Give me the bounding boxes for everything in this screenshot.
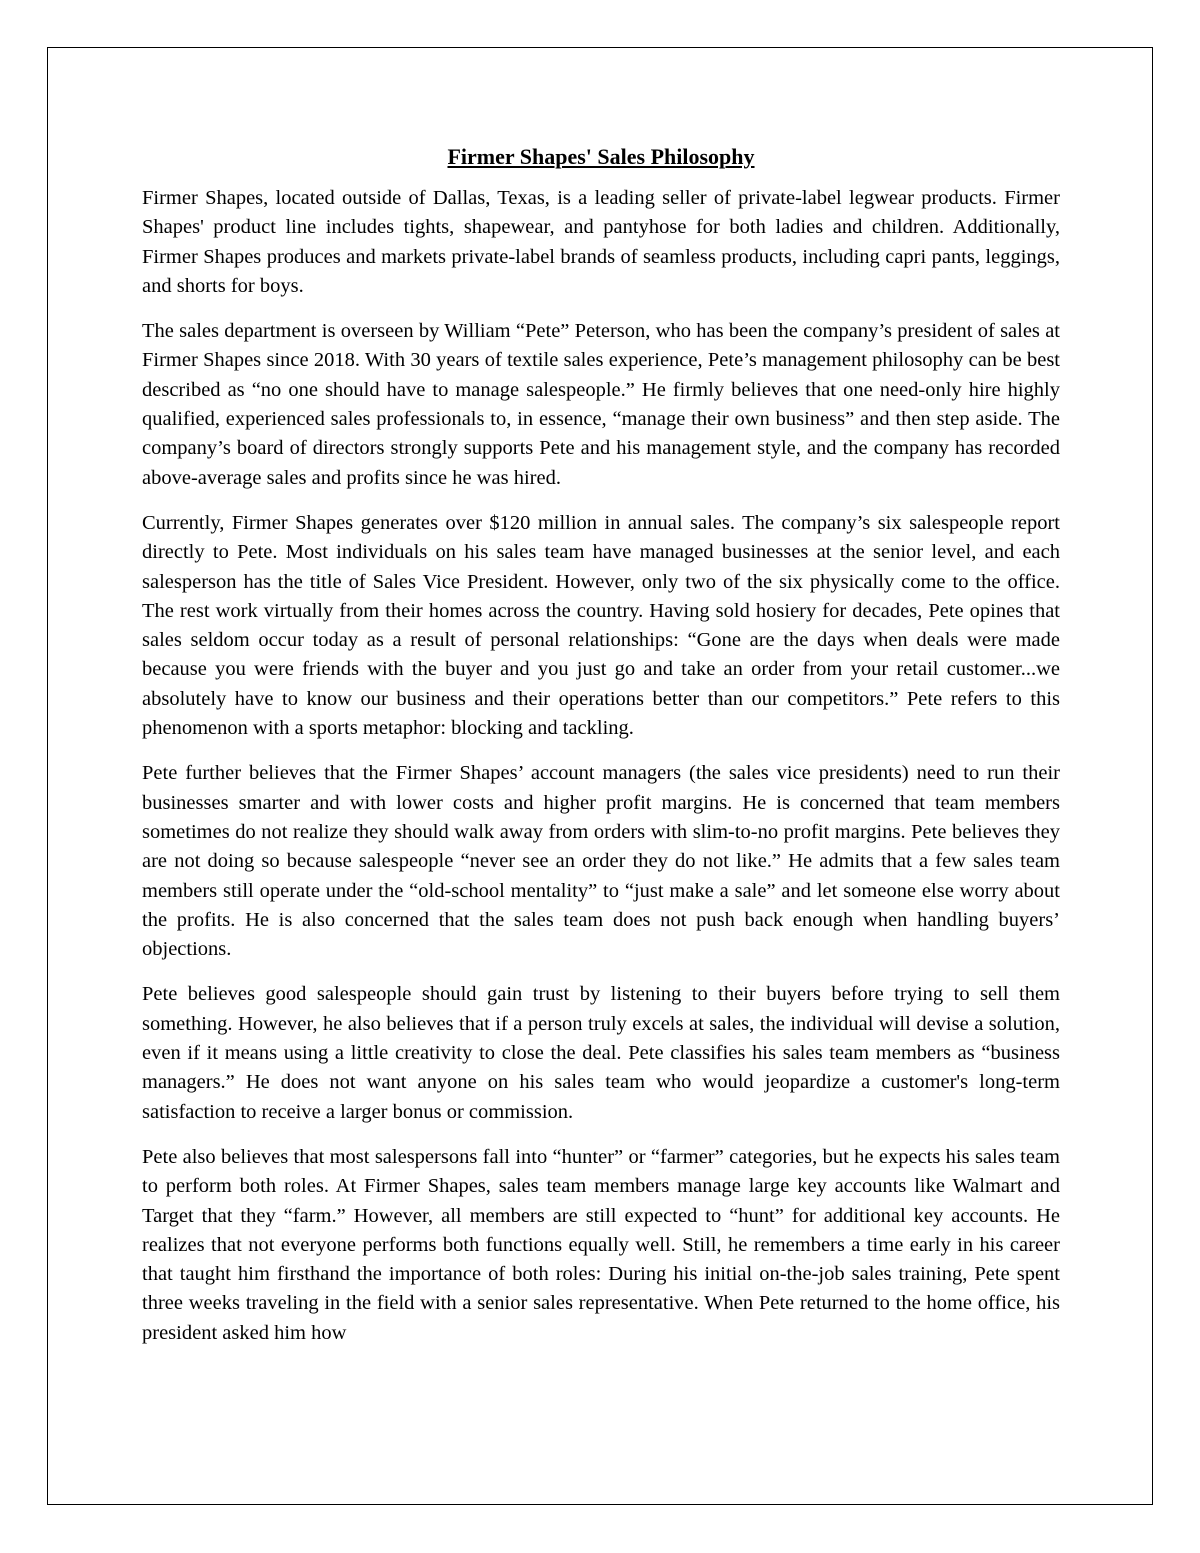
paragraph-sales-department: The sales department is overseen by William “Pete” Peterson, who has been the company’s president of sales at Firmer Shapes since 2018. With 30 years of textile sales experience, Pete’s management philosophy can be best described as “no one should have to manage salespeople.” He firmly believes that one need-only hire highly qualified, experienced sales professionals to, in essence, “manage their own business” and then step aside. The company’s board of directors strongly supports Pete and his management style, and the company has recorded above-average sales and profits since he was hired.: [142, 320, 1060, 489]
document-body: [142, 142, 1060, 1364]
paragraph-company-overview: Firmer Shapes, located outside of Dallas, Texas, is a leading seller of private-label legwear products. Firmer Shapes' product line includes tights, shapewear, and pantyhose for both ladies and children. Additionally, Firmer Shapes produces and markets private-label brands of seamless products, including capri pants, leggings, and shorts for boys.: [142, 187, 1060, 297]
paragraph-hunter-farmer: Pete also believes that most salespersons fall into “hunter” or “farmer” categories, but he expects his sales team to perform both roles. At Firmer Shapes, sales team members manage large key accounts like Walmart and Target that they “farm.” However, all members are still expected to “hunt” for additional key accounts. He realizes that not everyone performs both functions equally well. Still, he remembers a time early in his career that taught him firsthand the importance of both roles: During his initial on-the-job sales training, Pete spent three weeks traveling in the field with a senior sales representative. When Pete returned to the home office, his president asked him how: [142, 1145, 1060, 1344]
paragraph-good-salespeople: Pete believes good salespeople should gain trust by listening to their buyers before trying to sell them something. However, he also believes that if a person truly excels at sales, the individual will devise a solution, even if it means using a little creativity to close the deal. Pete classifies his sales team members as “business managers.” He does not want anyone on his sales team who would jeopardize a customer's long-term satisfaction to receive a larger bonus or commission.: [142, 983, 1060, 1123]
paragraph-current-sales: Currently, Firmer Shapes generates over $120 million in annual sales. The company’s six salespeople report directly to Pete. Most individuals on his sales team have managed businesses at the senior level, and each salesperson has the title of Sales Vice President. However, only two of the six physically come to the office. The rest work virtually from their homes across the country. Having sold hosiery for decades, Pete opines that sales seldom occur today as a result of personal relationships: “Gone are the days when deals were made because you were friends with the buyer and you just go and take an order from your retail customer...we absolutely have to know our business and their operations better than our competitors.” Pete refers to this phenomenon with a sports metaphor: blocking and tackling.: [142, 511, 1060, 740]
document-title: Firmer Shapes' Sales Philosophy: [447, 144, 755, 169]
paragraph-account-managers: Pete further believes that the Firmer Shapes’ account managers (the sales vice presidents) need to run their businesses smarter and with lower costs and higher profit margins. He is concerned that team members sometimes do not realize they should walk away from orders with slim-to-no profit margins. Pete believes they are not doing so because salespeople “never see an order they do not like.” He admits that a few sales team members still operate under the “old-school mentality” to “just make a sale” and let someone else worry about the profits. He is also concerned that the sales team does not push back enough when handling buyers’ objections.: [142, 762, 1060, 961]
